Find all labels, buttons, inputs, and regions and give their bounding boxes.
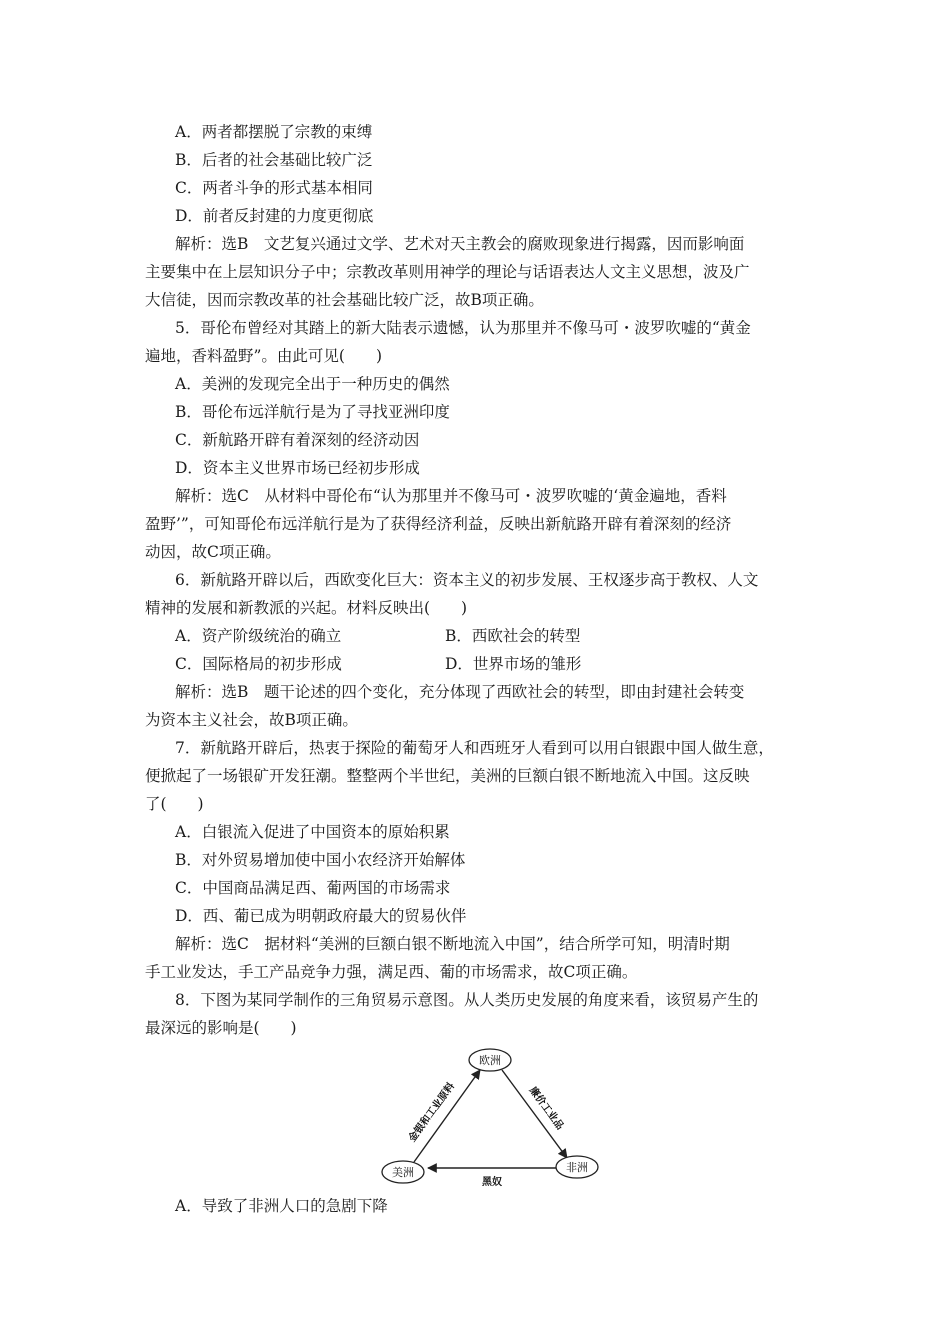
q6-option-b: B．西欧社会的转型: [445, 627, 581, 645]
q7-option-a: A．白银流入促进了中国资本的原始积累: [175, 823, 450, 841]
q8-option-a: A．导致了非洲人口的急剧下降: [175, 1197, 388, 1215]
q7-analysis-line: 解析：选C 据材料“美洲的巨额白银不断地流入中国”，结合所学可知，明清时期: [175, 935, 730, 953]
q4-analysis-line: 主要集中在上层知识分子中；宗教改革则用神学的理论与话语表达人文主义思想，波及广: [145, 263, 750, 281]
node-europe-label: 欧洲: [479, 1054, 501, 1067]
q7-stem-line: 了( ): [145, 795, 204, 813]
q6-option-d: D．世界市场的雏形: [445, 655, 582, 673]
q5-option-d: D．资本主义世界市场已经初步形成: [175, 459, 420, 477]
q6-analysis-line: 为资本主义社会，故B项正确。: [145, 711, 358, 729]
q6-analysis-line: 解析：选B 题干论述的四个变化，充分体现了西欧社会的转型，即由封建社会转变: [175, 683, 745, 701]
q5-option-c: C．新航路开辟有着深刻的经济动因: [175, 431, 420, 449]
q5-stem-line: 5．哥伦布曾经对其踏上的新大陆表示遗憾，认为那里并不像马可・波罗吹嘘的“黄金: [175, 319, 751, 337]
q8-stem-line: 最深远的影响是( ): [145, 1019, 297, 1037]
edge-left-label: 金银和工业原料: [406, 1080, 457, 1145]
q7-stem-line: 7．新航路开辟后，热衷于探险的葡萄牙人和西班牙人看到可以用白银跟中国人做生意，: [175, 739, 774, 757]
triangle-trade-diagram: [370, 1040, 610, 1195]
q7-option-c: C．中国商品满足西、葡两国的市场需求: [175, 879, 451, 897]
q5-option-a: A．美洲的发现完全出于一种历史的偶然: [175, 375, 450, 393]
q4-option-b: B．后者的社会基础比较广泛: [175, 151, 373, 169]
q7-analysis-line: 手工业发达，手工产品竞争力强，满足西、葡的市场需求，故C项正确。: [145, 963, 638, 981]
q4-option-c: C．两者斗争的形式基本相同: [175, 179, 373, 197]
q4-option-a: A．两者都摆脱了宗教的束缚: [175, 123, 373, 141]
q6-option-c: C．国际格局的初步形成: [175, 655, 342, 673]
q5-option-b: B．哥伦布远洋航行是为了寻找亚洲印度: [175, 403, 450, 421]
q7-stem-line: 便掀起了一场银矿开发狂潮。整整两个半世纪，美洲的巨额白银不断地流入中国。这反映: [145, 767, 750, 785]
node-africa-label: 非洲: [566, 1161, 588, 1174]
q5-analysis-line: 动因，故C项正确。: [145, 543, 281, 561]
edge-right-label: 廉价工业品: [526, 1085, 566, 1132]
q6-option-a: A．资产阶级统治的确立: [175, 627, 342, 645]
q6-stem-line: 6．新航路开辟以后，西欧变化巨大：资本主义的初步发展、王权逐步高于教权、人文: [175, 571, 759, 589]
edge-bottom-label: 黑奴: [482, 1177, 502, 1188]
q7-option-b: B．对外贸易增加使中国小农经济开始解体: [175, 851, 466, 869]
q5-analysis-line: 解析：选C 从材料中哥伦布“认为那里并不像马可・波罗吹嘘的‘黄金遍地，香料: [175, 487, 727, 505]
q5-stem-line: 遍地，香料盈野”。由此可见( ): [145, 347, 383, 365]
q4-option-d: D．前者反封建的力度更彻底: [175, 207, 374, 225]
q4-analysis-line: 大信徒，因而宗教改革的社会基础比较广泛，故B项正确。: [145, 291, 544, 309]
q8-stem-line: 8．下图为某同学制作的三角贸易示意图。从人类历史发展的角度来看，该贸易产生的: [175, 991, 759, 1009]
q7-option-d: D．西、葡已成为明朝政府最大的贸易伙伴: [175, 907, 467, 925]
q5-analysis-line: 盈野’”，可知哥伦布远洋航行是为了获得经济利益，反映出新航路开辟有着深刻的经济: [145, 515, 732, 533]
node-america-label: 美洲: [392, 1166, 414, 1179]
q4-analysis-line: 解析：选B 文艺复兴通过文学、艺术对天主教会的腐败现象进行揭露，因而影响面: [175, 235, 745, 253]
q6-stem-line: 精神的发展和新教派的兴起。材料反映出( ): [145, 599, 468, 617]
